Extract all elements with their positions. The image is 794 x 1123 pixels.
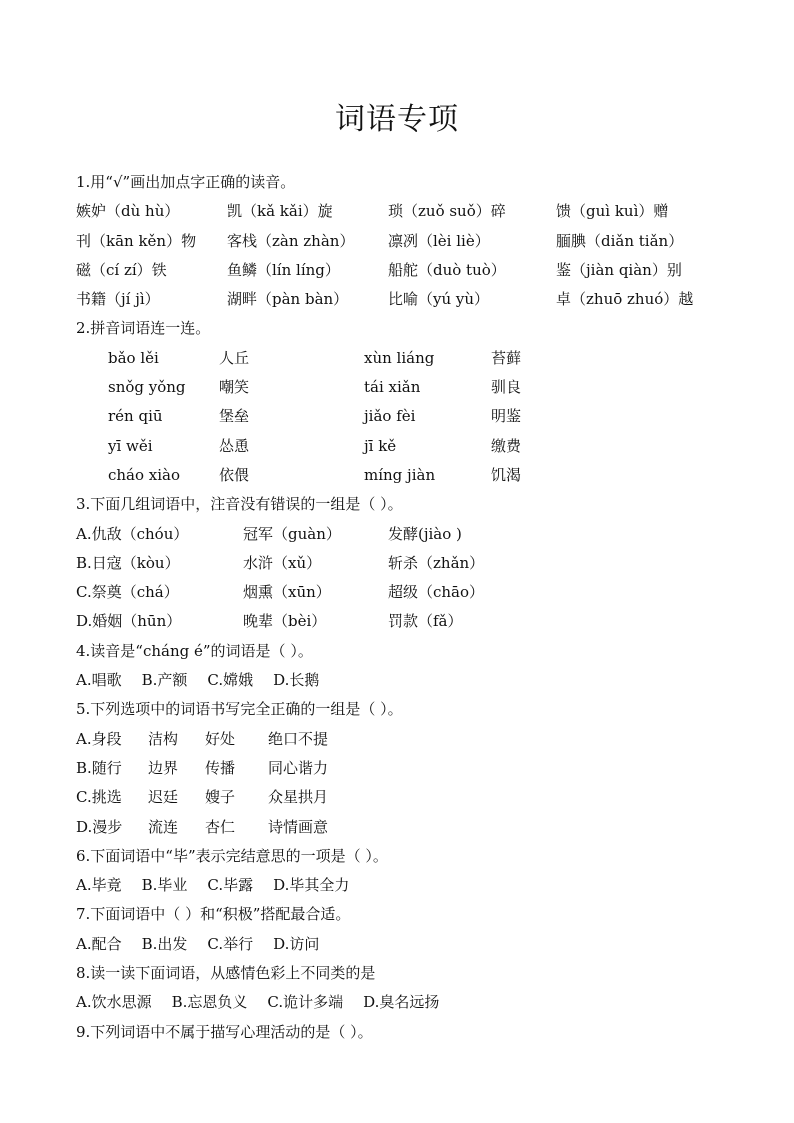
question-9-prompt: 9.下列词语中不属于描写心理活动的是（ ）。	[76, 1022, 373, 1041]
pinyin-choice-item: 凯（kǎ kǎi）旋	[227, 202, 333, 221]
pinyin-choice-item: 琐（zuǒ suǒ）碎	[388, 202, 506, 221]
question-5-option	[76, 813, 726, 842]
option-item: 斩杀（zhǎn）	[388, 553, 485, 572]
question-1-row	[76, 197, 726, 226]
word-item: 明鉴	[491, 407, 522, 426]
option-item: 发酵(jiào )	[388, 524, 462, 543]
option-c: C.毕露	[207, 876, 254, 895]
pinyin-item: jiǎo fèi	[364, 407, 416, 426]
question-2-row	[76, 373, 726, 402]
question-1-row	[76, 256, 726, 285]
question-6-options	[76, 871, 726, 900]
pinyin-item: tái xiǎn	[364, 378, 421, 397]
page-title: 词语专项	[335, 102, 459, 137]
pinyin-item: míng jiàn	[364, 465, 436, 484]
word-item: 绝口不提	[268, 729, 329, 748]
pinyin-item: jī kě	[364, 436, 397, 455]
pinyin-choice-item: 鱼鳞（lín líng）	[227, 260, 340, 279]
word-item: A.身段	[76, 729, 122, 748]
question-2-row	[76, 344, 726, 373]
word-item: 依偎	[219, 465, 250, 484]
question-3-option	[76, 520, 726, 549]
word-item: 边界	[148, 758, 179, 777]
pinyin-item: yī wěi	[108, 436, 153, 455]
pinyin-choice-item: 船舵（duò tuò）	[388, 260, 506, 279]
question-6-prompt: 6.下面词语中“毕”表示完结意思的一项是（ ）。	[76, 846, 388, 865]
word-item: C.挑选	[76, 788, 122, 807]
word-item: 好处	[205, 729, 236, 748]
option-item: D.婚姻（hūn）	[76, 612, 182, 631]
option-item: 超级（chāo）	[388, 583, 485, 602]
question-5-option	[76, 725, 726, 754]
option-item: 罚款（fǎ）	[388, 612, 463, 631]
option-b: B.毕业	[141, 876, 188, 895]
question-1-row	[76, 227, 726, 256]
word-item: 传播	[205, 758, 236, 777]
option-a: A.唱歌	[76, 671, 122, 690]
pinyin-item: snǒg yǒng	[108, 378, 186, 397]
option-b: B.产额	[141, 671, 188, 690]
question-3-option	[76, 607, 726, 636]
option-a: A.配合	[76, 934, 122, 953]
word-item: D.漫步	[76, 817, 123, 836]
option-c: C.诡计多端	[267, 993, 344, 1012]
pinyin-item: xùn liáng	[364, 348, 435, 367]
word-item: 饥渴	[491, 465, 522, 484]
word-item: 洁构	[148, 729, 179, 748]
pinyin-choice-item: 嫉妒（dù hù）	[76, 202, 180, 221]
question-3-option	[76, 578, 726, 607]
option-item: 晚辈（bèi）	[243, 612, 327, 631]
question-4-prompt: 4.读音是“cháng é”的词语是（ ）。	[76, 641, 313, 660]
option-d: D.毕其全力	[273, 876, 350, 895]
word-item: 怂恿	[219, 436, 250, 455]
question-5-prompt: 5.下列选项中的词语书写完全正确的一组是（ ）。	[76, 700, 403, 719]
question-2-row	[76, 432, 726, 461]
pinyin-choice-item: 腼腆（diǎn tiǎn）	[556, 231, 684, 250]
word-item: 诗情画意	[268, 817, 329, 836]
option-item: A.仇敌（chóu）	[76, 524, 189, 543]
word-item: 迟廷	[148, 788, 179, 807]
option-d: D.长鹅	[273, 671, 320, 690]
pinyin-item: rén qiū	[108, 407, 163, 426]
word-item: 堡垒	[219, 407, 250, 426]
worksheet-content	[76, 168, 726, 1047]
option-item: 烟熏（xūn）	[243, 583, 331, 602]
pinyin-choice-item: 刊（kān kěn）物	[76, 231, 197, 250]
question-5-option	[76, 783, 726, 812]
option-item: 冠军（guàn）	[243, 524, 341, 543]
question-8-options	[76, 988, 726, 1017]
word-item: 驯良	[491, 378, 522, 397]
question-1-prompt: 1.用“√”画出加点字正确的读音。	[76, 173, 296, 191]
pinyin-choice-item: 磁（cí zí）铁	[76, 260, 167, 279]
pinyin-choice-item: 客栈（zàn zhàn）	[227, 231, 355, 250]
option-item: 水浒（xǔ）	[243, 553, 322, 572]
option-item: B.日寇（kòu）	[76, 553, 180, 572]
word-item: 苔藓	[491, 348, 522, 367]
question-2-row	[76, 402, 726, 431]
option-c: C.嫦娥	[207, 671, 254, 690]
option-b: B.忘恩负义	[171, 993, 248, 1012]
pinyin-item: cháo xiào	[108, 465, 181, 484]
word-item: 嫂子	[205, 788, 236, 807]
question-8-prompt: 8.读一读下面词语，从感情色彩上不同类的是	[76, 964, 376, 983]
word-item: 人丘	[219, 348, 250, 367]
option-a: A.饮水思源	[76, 993, 152, 1012]
question-5-option	[76, 754, 726, 783]
pinyin-choice-item: 书籍（jí jì）	[76, 290, 160, 309]
question-3-prompt: 3.下面几组词语中，注音没有错误的一组是（ ）。	[76, 495, 403, 514]
option-d: D.臭名远扬	[363, 993, 440, 1012]
question-2-row	[76, 461, 726, 490]
option-a: A.毕竟	[76, 876, 122, 895]
pinyin-choice-item: 比喻（yú yù）	[388, 290, 490, 309]
option-item: C.祭奠（chá）	[76, 583, 179, 602]
pinyin-choice-item: 湖畔（pàn bàn）	[227, 290, 349, 309]
question-7-options	[76, 930, 726, 959]
word-item: 缴费	[491, 436, 522, 455]
pinyin-item: bǎo lěi	[108, 348, 159, 367]
question-1-row	[76, 285, 726, 314]
word-item: 同心谐力	[268, 758, 329, 777]
word-item: 杏仁	[205, 817, 236, 836]
question-3-option	[76, 549, 726, 578]
question-2-prompt: 2.拼音词语连一连。	[76, 319, 211, 338]
word-item: 流连	[148, 817, 179, 836]
pinyin-choice-item: 馈（guì kuì）赠	[556, 202, 669, 221]
pinyin-choice-item: 鉴（jiàn qiàn）别	[556, 260, 682, 279]
word-item: B.随行	[76, 758, 122, 777]
pinyin-choice-item: 卓（zhuō zhuó）越	[556, 290, 694, 309]
option-d: D.访问	[273, 934, 320, 953]
option-b: B.出发	[141, 934, 188, 953]
word-item: 众星拱月	[268, 788, 329, 807]
pinyin-choice-item: 凛冽（lèi liè）	[388, 231, 490, 250]
question-7-prompt: 7.下面词语中（ ）和“积极”搭配最合适。	[76, 905, 351, 924]
option-c: C.举行	[207, 934, 254, 953]
question-4-options	[76, 666, 726, 695]
word-item: 嘲笑	[219, 378, 250, 397]
